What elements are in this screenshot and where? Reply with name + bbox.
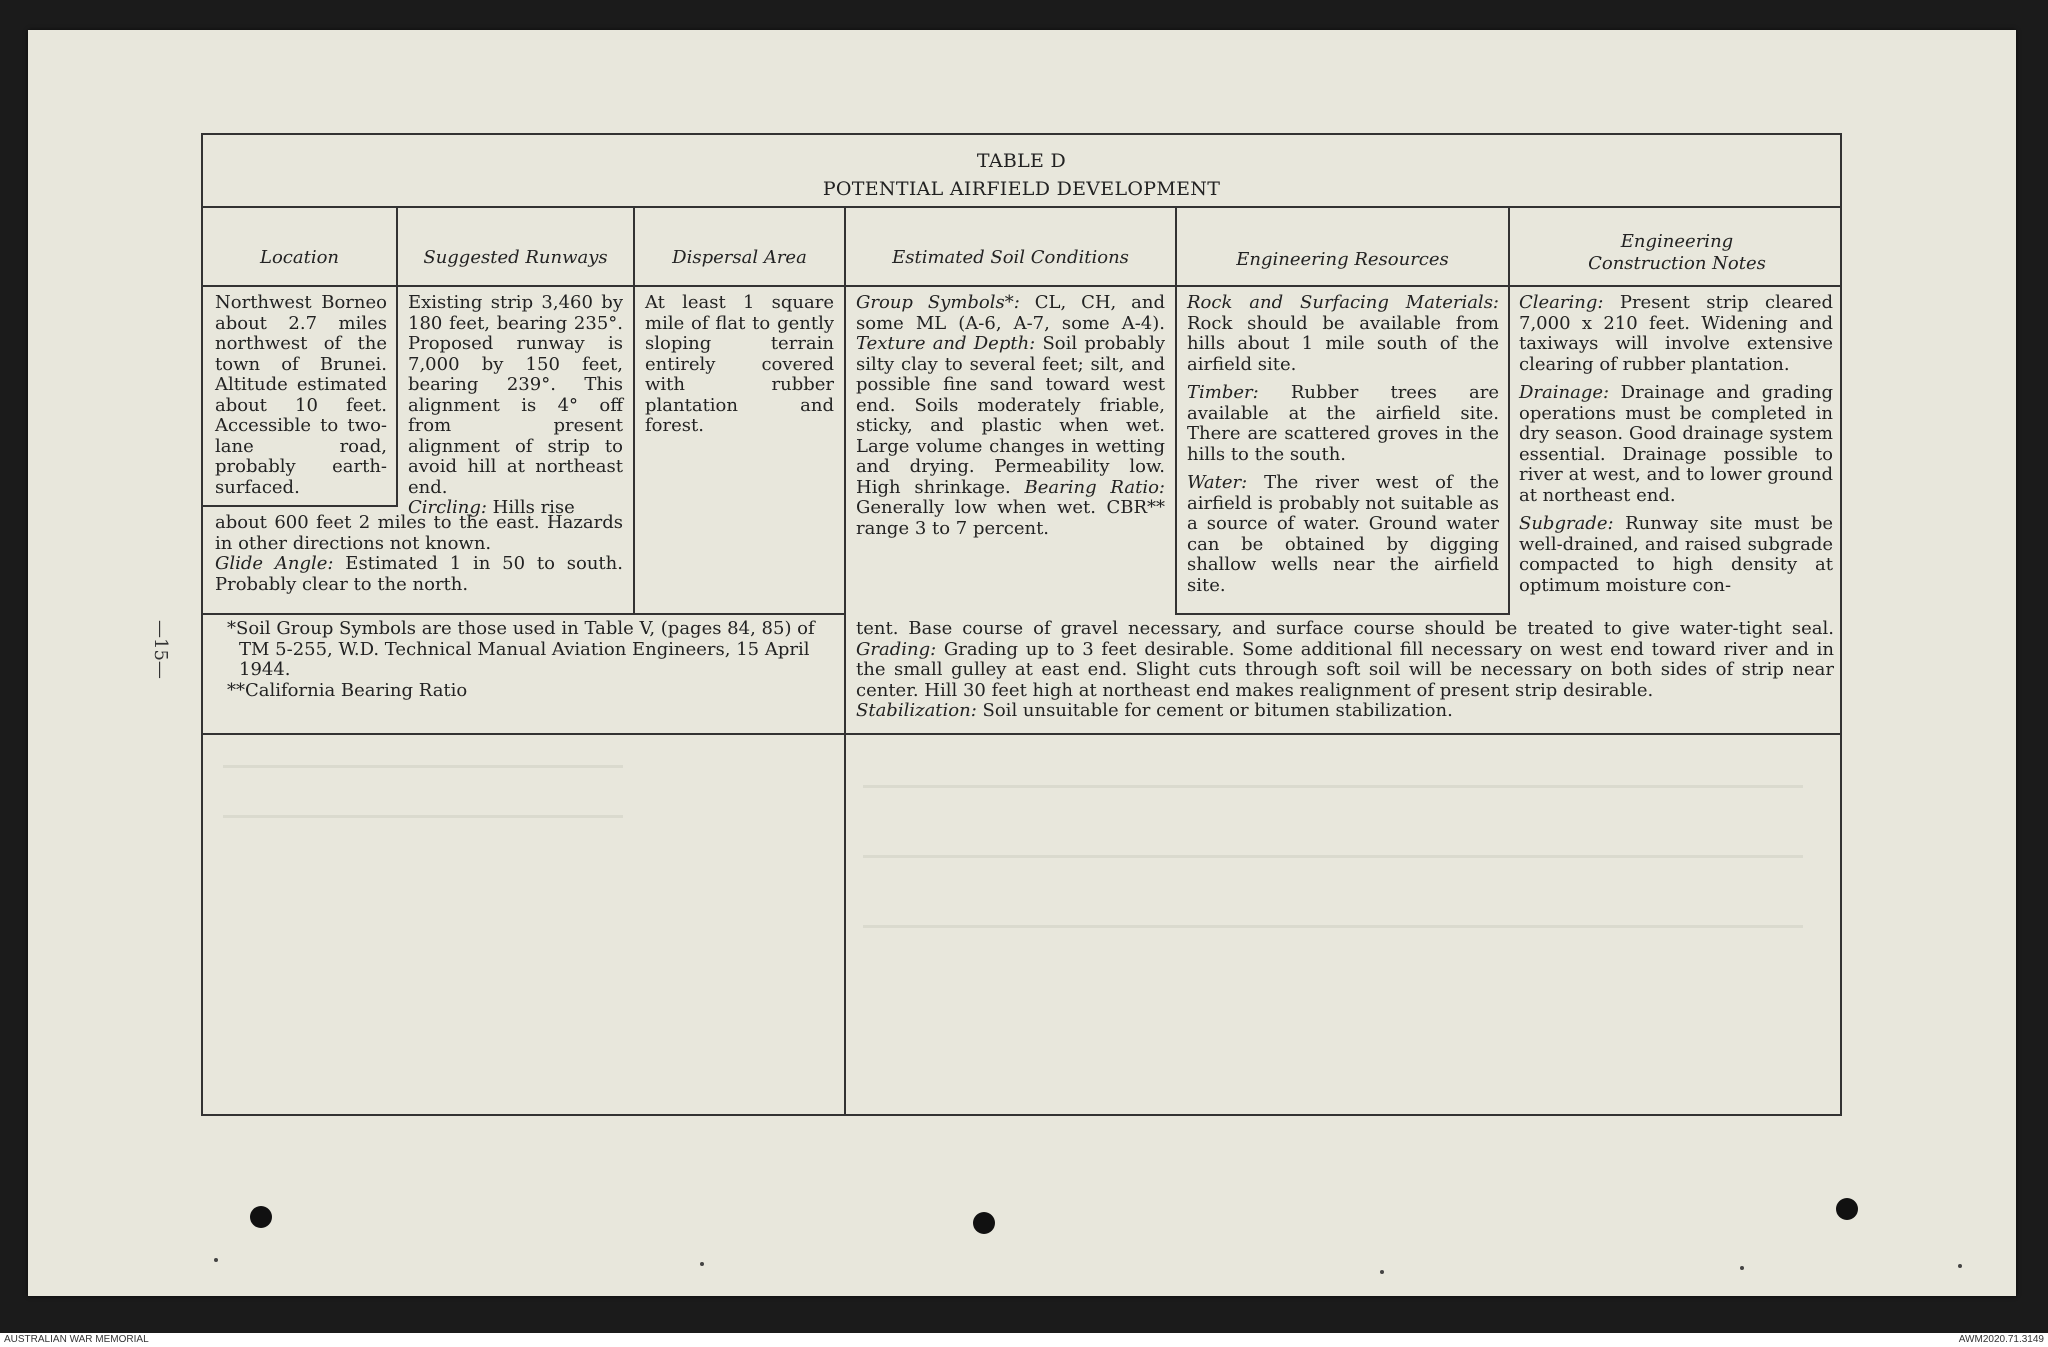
group-symbols-text: CL, CH, and some ML (A-6, A-7, some A-4). (856, 292, 1165, 334)
dispersal-text: At least 1 square mile of flat to gently sloping terrain entirely covered with rubber plantation and forest. (645, 292, 834, 436)
runways-overflow-cell (215, 513, 623, 595)
subgrade-label: Subgrade: (1519, 513, 1614, 534)
texture-label: Texture and Depth: (856, 333, 1036, 354)
header-soil: Estimated Soil Conditions (892, 247, 1129, 268)
footnote-top-line (203, 613, 846, 615)
location-text: Northwest Borneo about 2.7 miles northwest of the town of Brunei. Altitude estimated about 10 feet. Accessible to two-lane road, probably earth-surfaced. (215, 292, 387, 498)
footnote-soil-symbols: *Soil Group Symbols are those used in Table V, (pages 84, 85) of TM 5-255, W.D. Technical Manual Aviation Engineers, 15 April 1944. (227, 618, 815, 680)
header-notes-line1: Engineering (1620, 231, 1734, 252)
header-location: Location (259, 247, 340, 268)
drainage-text: Drainage and grading operations must be completed in dry season. Good drainage system essential. Drainage possible to river at west, and to lower ground at northeast end. (1519, 382, 1833, 506)
table-title-line2: POTENTIAL AIRFIELD DEVELOPMENT (822, 178, 1221, 200)
location-bottom-line (203, 505, 398, 507)
bleed-through (863, 785, 1803, 788)
column-header-divider (203, 285, 1840, 287)
punch-hole (250, 1206, 272, 1228)
header-runways: Suggested Runways (423, 247, 608, 268)
stabilization-text: Soil unsuitable for cement or bitumen stabilization. (976, 700, 1453, 721)
bearing-text: Generally low when wet. CBR** range 3 to 7 percent. (856, 497, 1165, 539)
grading-text: Grading up to 3 feet desirable. Some additional fill necessary on west end toward river and in the small gulley at east end. Slight cuts through soft soil will be necessary on both sides of strip near center. Hill 30 feet high at northeast end makes realignment of present strip desirable. (856, 638, 1834, 701)
location-cell (215, 293, 387, 498)
archive-id: AWM2020.71.3149 (1958, 1334, 2044, 1345)
airfield-table (201, 133, 1842, 1116)
stabilization-label: Stabilization: (856, 700, 977, 721)
header-resources: Engineering Resources (1236, 249, 1449, 270)
water-text: The river west of the airfield is probably not suitable as a source of water. Ground water can be obtained by digging shallow wells near the airfield site. (1187, 472, 1499, 596)
punch-hole (973, 1212, 995, 1234)
paper-speck (1740, 1266, 1744, 1270)
archive-name: AUSTRALIAN WAR MEMORIAL (4, 1334, 149, 1345)
circling-text-cont: about 600 feet 2 miles to the east. Hazards in other directions not known. (215, 512, 623, 554)
soil-cell (856, 293, 1165, 539)
rock-label: Rock and Surfacing Materials: (1187, 292, 1499, 313)
table-title-line1: TABLE D (976, 150, 1067, 172)
notes-continuation (856, 619, 1834, 722)
header-notes-line2: Construction Notes (1588, 253, 1766, 274)
grading-label: Grading: (856, 638, 937, 660)
table-title (203, 147, 1840, 203)
footnotes (227, 619, 833, 701)
circling-text: Hills rise (486, 497, 575, 518)
subgrade-text: Runway site must be well-drained, and raised subgrade compacted to high density at optimum moisture con- (1519, 513, 1833, 596)
bleed-through (223, 765, 623, 768)
paper-speck (1380, 1270, 1384, 1274)
paper-speck (214, 1258, 218, 1262)
continuation-line1: tent. Base course of gravel necessary, and surface course should be treated to give water-tight seal. (856, 618, 1834, 639)
paper-speck (1958, 1264, 1962, 1268)
header-dispersal: Dispersal Area (672, 247, 807, 268)
clearing-label: Clearing: (1519, 292, 1604, 313)
dispersal-cell (645, 293, 834, 437)
header-notes (1510, 231, 1844, 275)
bearing-label: Bearing Ratio: (1024, 476, 1165, 498)
drainage-label: Drainage: (1519, 382, 1610, 403)
texture-text: Soil probably silty clay to several feet; silt, and possible fine sand toward west end. Soils moderately friable, sticky, and plastic when wet. Large volume changes in wetting and drying. Permeability low. High shrinkage. (856, 333, 1165, 498)
runways-cell (408, 293, 623, 519)
rock-text: Rock should be available from hills about 1 mile south of the airfield site. (1187, 312, 1499, 375)
page-number: —15— (150, 620, 171, 679)
resources-cell (1187, 293, 1499, 604)
header-divider (203, 206, 1840, 208)
timber-label: Timber: (1187, 382, 1259, 403)
timber-text: Rubber trees are available at the airfield site. There are scattered groves in the hills to the south. (1187, 382, 1499, 465)
bleed-through (863, 925, 1803, 928)
footnote-cbr: **California Bearing Ratio (227, 679, 468, 701)
group-symbols-label: Group Symbols*: (856, 292, 1020, 313)
circling-label: Circling: (408, 497, 487, 518)
glide-text: Estimated 1 in 50 to south. Probably clear to the north. (215, 553, 623, 595)
resources-bottom-line (1175, 613, 1510, 615)
glide-label: Glide Angle: (215, 553, 334, 574)
punch-hole (1836, 1198, 1858, 1220)
section-divider (203, 733, 1840, 735)
notes-cell (1519, 293, 1833, 604)
clearing-text: Present strip cleared 7,000 x 210 feet. Widening and taxiways will involve extensive clearing of rubber plantation. (1519, 292, 1833, 375)
col-divider (844, 206, 846, 1116)
water-label: Water: (1187, 472, 1248, 493)
bleed-through (223, 815, 623, 818)
runways-text: Existing strip 3,460 by 180 feet, bearing 235°. Proposed runway is 7,000 by 150 feet, bearing 239°. This alignment is 4° off from present alignment of strip to avoid hill at northeast end. (408, 292, 623, 498)
paper-speck (700, 1262, 704, 1266)
bleed-through (863, 855, 1803, 858)
archive-footer (0, 1333, 2048, 1347)
